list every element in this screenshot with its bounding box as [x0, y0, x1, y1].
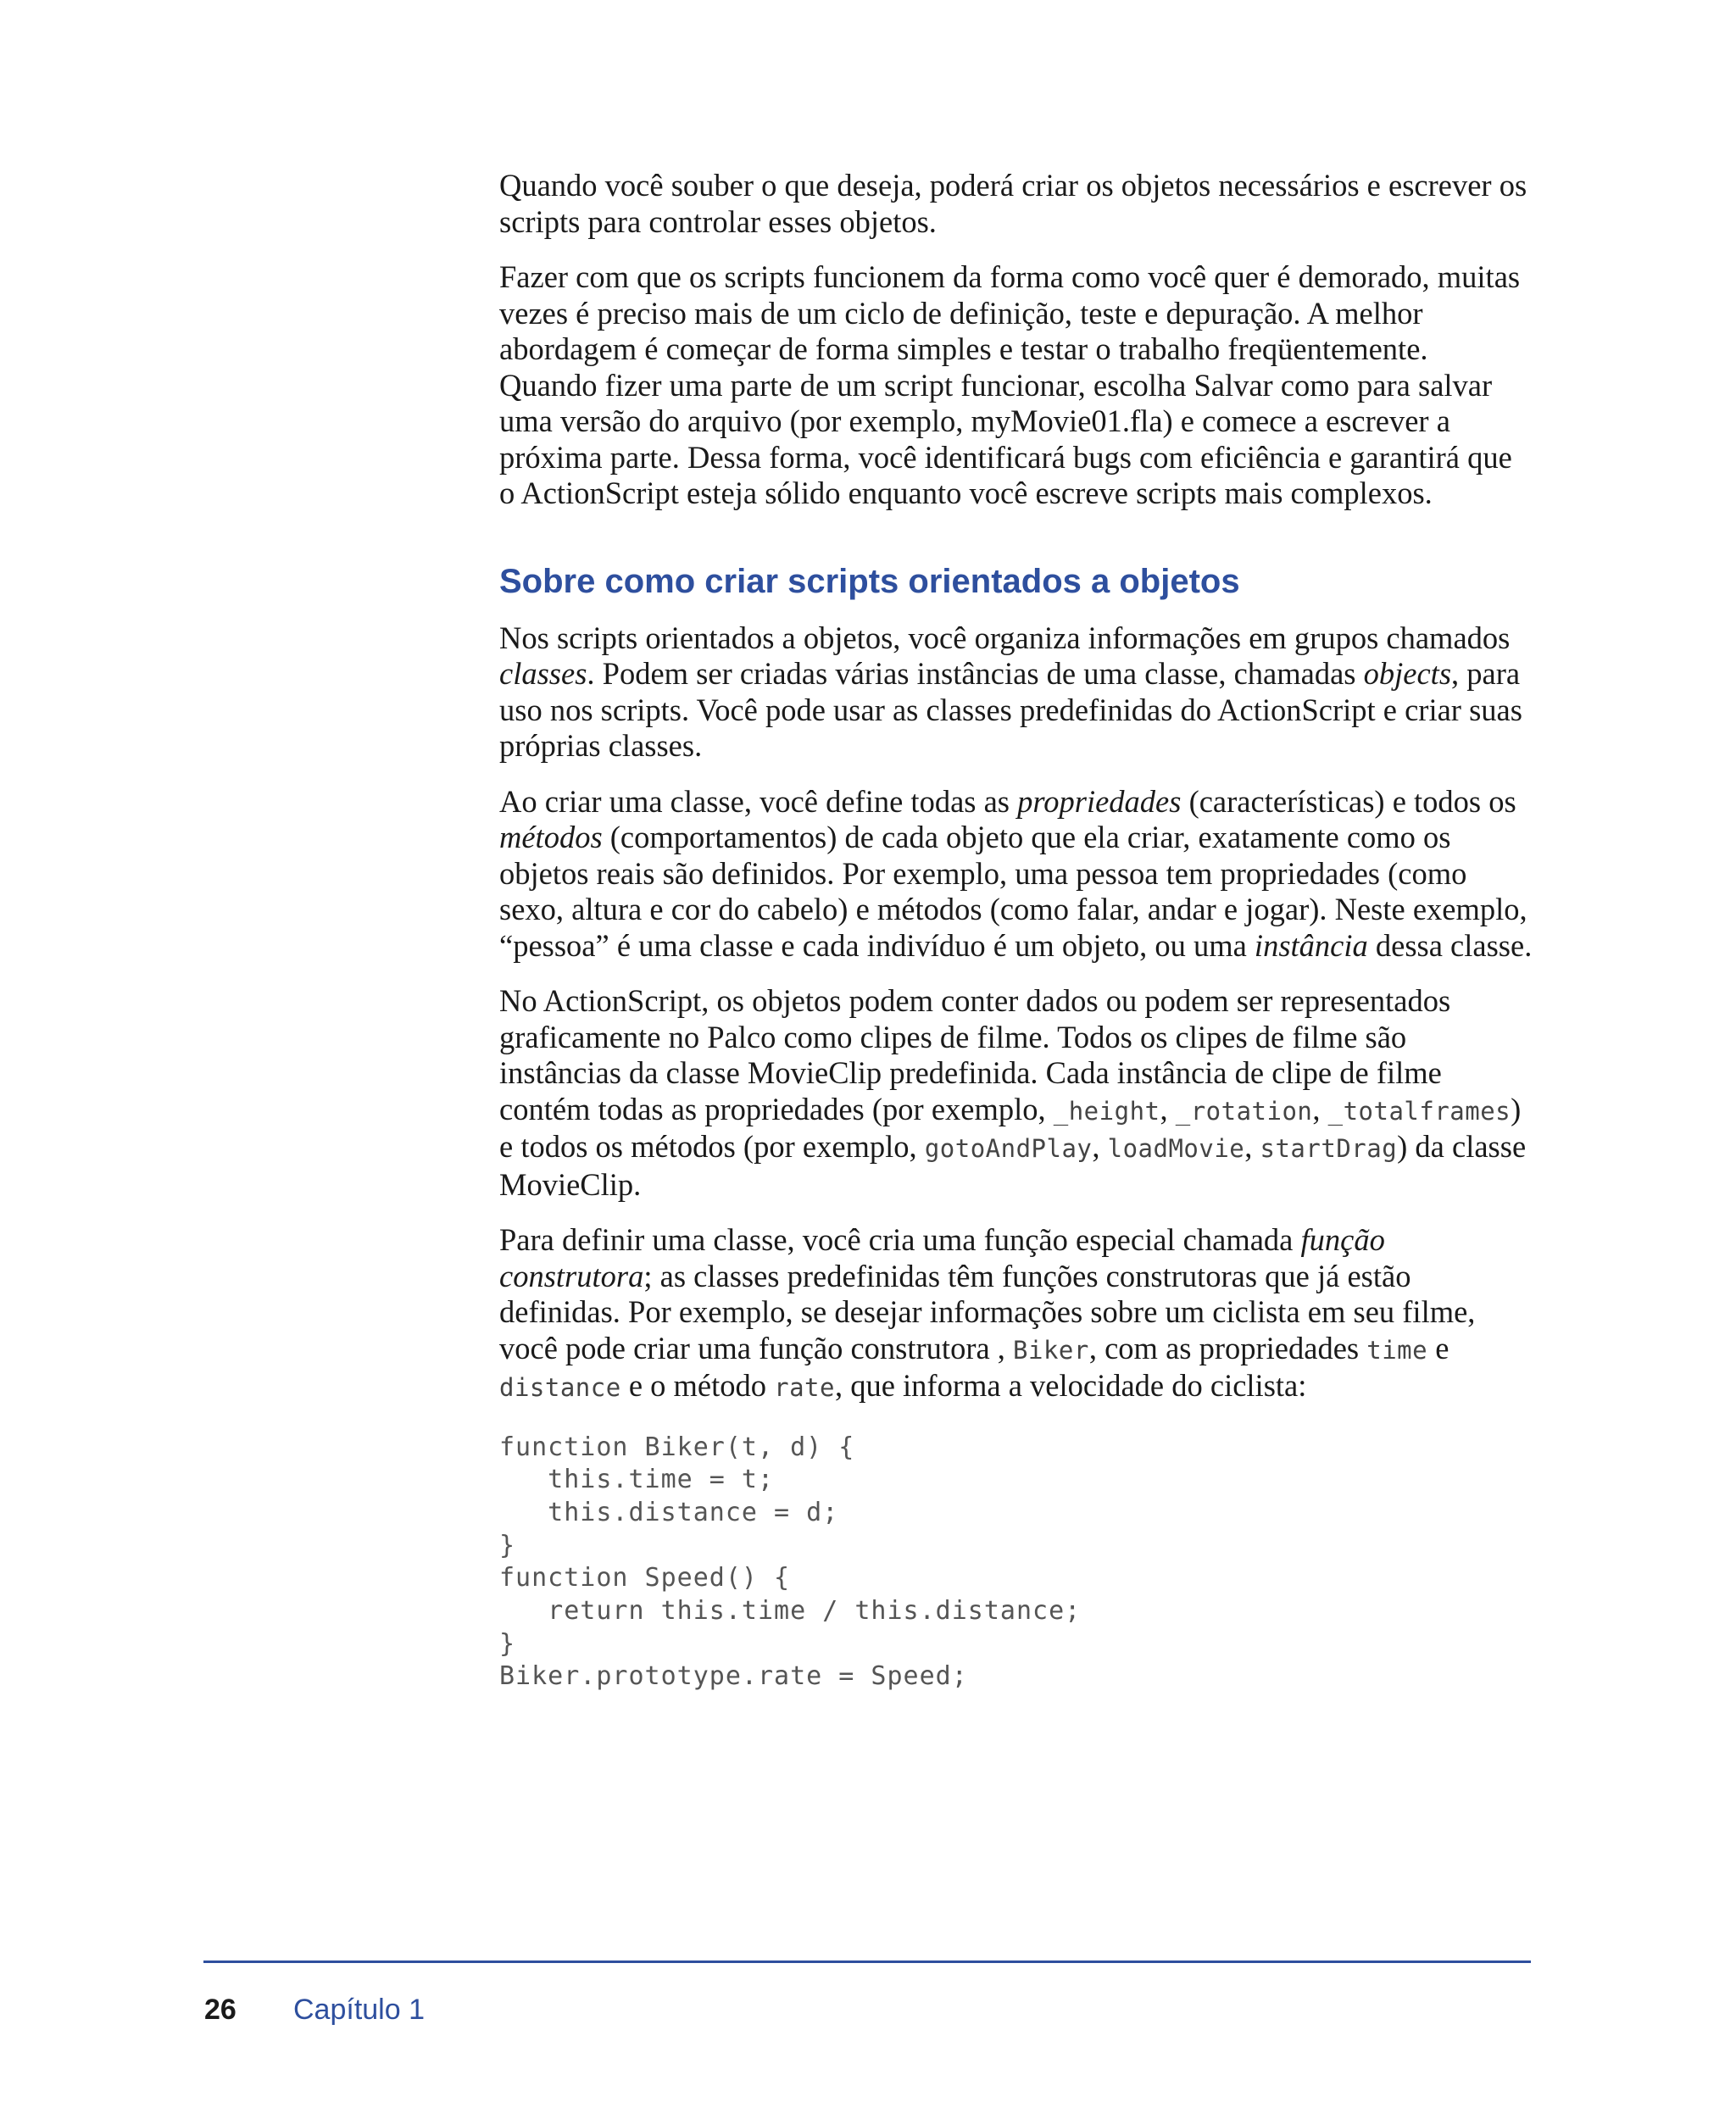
term-instancia: instância	[1254, 927, 1368, 963]
footer-divider	[203, 1960, 1531, 1963]
code-distance: distance	[499, 1373, 621, 1402]
term-metodos: métodos	[499, 820, 603, 854]
code-totalframes: _totalframes	[1327, 1096, 1511, 1126]
page-content	[499, 168, 1533, 1694]
term-funcao-construtora: função construtora	[499, 1222, 1385, 1293]
term-classes: classes	[499, 656, 587, 691]
section-heading: Sobre como criar scripts orientados a objetos	[499, 562, 1240, 600]
paragraph-4: Ao criar uma classe, você define todas as propriedades (características) e todos os métodos (comportamentos) de cada objeto que ela criar, exatamente como os objetos reais são definidos. Por exemplo, uma pessoa tem propriedades (como sexo, altura e cor do cabelo) e métodos (como falar, andar e jogar). Neste exemplo, “pessoa” é uma classe e cada indivíduo é um objeto, ou uma instância dessa classe.	[499, 783, 1533, 963]
code-height: _height	[1053, 1096, 1160, 1126]
paragraph-6: Para definir uma classe, você cria uma função especial chamada função construtora; as classes predefinidas têm funções construtoras que já estão definidas. Por exemplo, se desejar informações sobre um ciclista em seu filme, você pode criar uma função construtora , Biker, com as propriedades time e distance e o método rate, que informa a velocidade do ciclista:	[499, 1222, 1476, 1403]
term-propriedades: propriedades	[1017, 783, 1182, 819]
code-biker: Biker	[1013, 1335, 1089, 1365]
code-startdrag: startDrag	[1260, 1134, 1398, 1163]
paragraph-3: Nos scripts orientados a objetos, você organiza informações em grupos chamados classes. Podem ser criadas várias instâncias de uma classe, chamadas objects, para uso nos scripts. Você pode usar as classes predefinidas do ActionScript e criar suas próprias classes.	[499, 620, 1522, 763]
paragraph-2: Fazer com que os scripts funcionem da forma como você quer é demorado, muitas vezes é preciso mais de um ciclo de definição, teste e depuração. A melhor abordagem é começar de forma simples e testar o trabalho freqüentemente. Quando fizer uma parte de um script funcionar, escolha Salvar como para salvar uma versão do arquivo (por exemplo, myMovie01.fla) e comece a escrever a próxima parte. Dessa forma, você identificará bugs com eficiência e garantirá que o ActionScript esteja sólido enquanto você escreve scripts mais complexos.	[499, 259, 1521, 510]
paragraph-1: Quando você souber o que deseja, poderá criar os objetos necessários e escrever os scripts para controlar esses objetos.	[499, 168, 1527, 239]
term-objects: objects	[1363, 656, 1452, 691]
paragraph-5: No ActionScript, os objetos podem conter dados ou podem ser representados graficamente no Palco como clipes de filme. Todos os clipes de filme são instâncias da classe MovieClip predefinida. Cada instância de clipe de filme contém todas as propriedades (por exemplo, _height, _rotation, _totalframes) e todos os métodos (por exemplo, gotoAndPlay, loadMovie, startDrag) da classe MovieClip.	[499, 983, 1527, 1202]
page-number: 26	[204, 1994, 236, 2026]
code-gotoandplay: gotoAndPlay	[924, 1134, 1093, 1163]
code-time: time	[1366, 1335, 1428, 1365]
code-block: function Biker(t, d) { this.time = t; this.distance = d; } function Speed() { return this.time / this.distance; } Biker.prototype.rate = Speed;	[499, 1432, 1082, 1692]
code-loadmovie: loadMovie	[1107, 1134, 1245, 1163]
code-rotation: _rotation	[1175, 1096, 1313, 1126]
code-rate: rate	[774, 1373, 835, 1402]
chapter-label: Capítulo 1	[293, 1994, 425, 2026]
